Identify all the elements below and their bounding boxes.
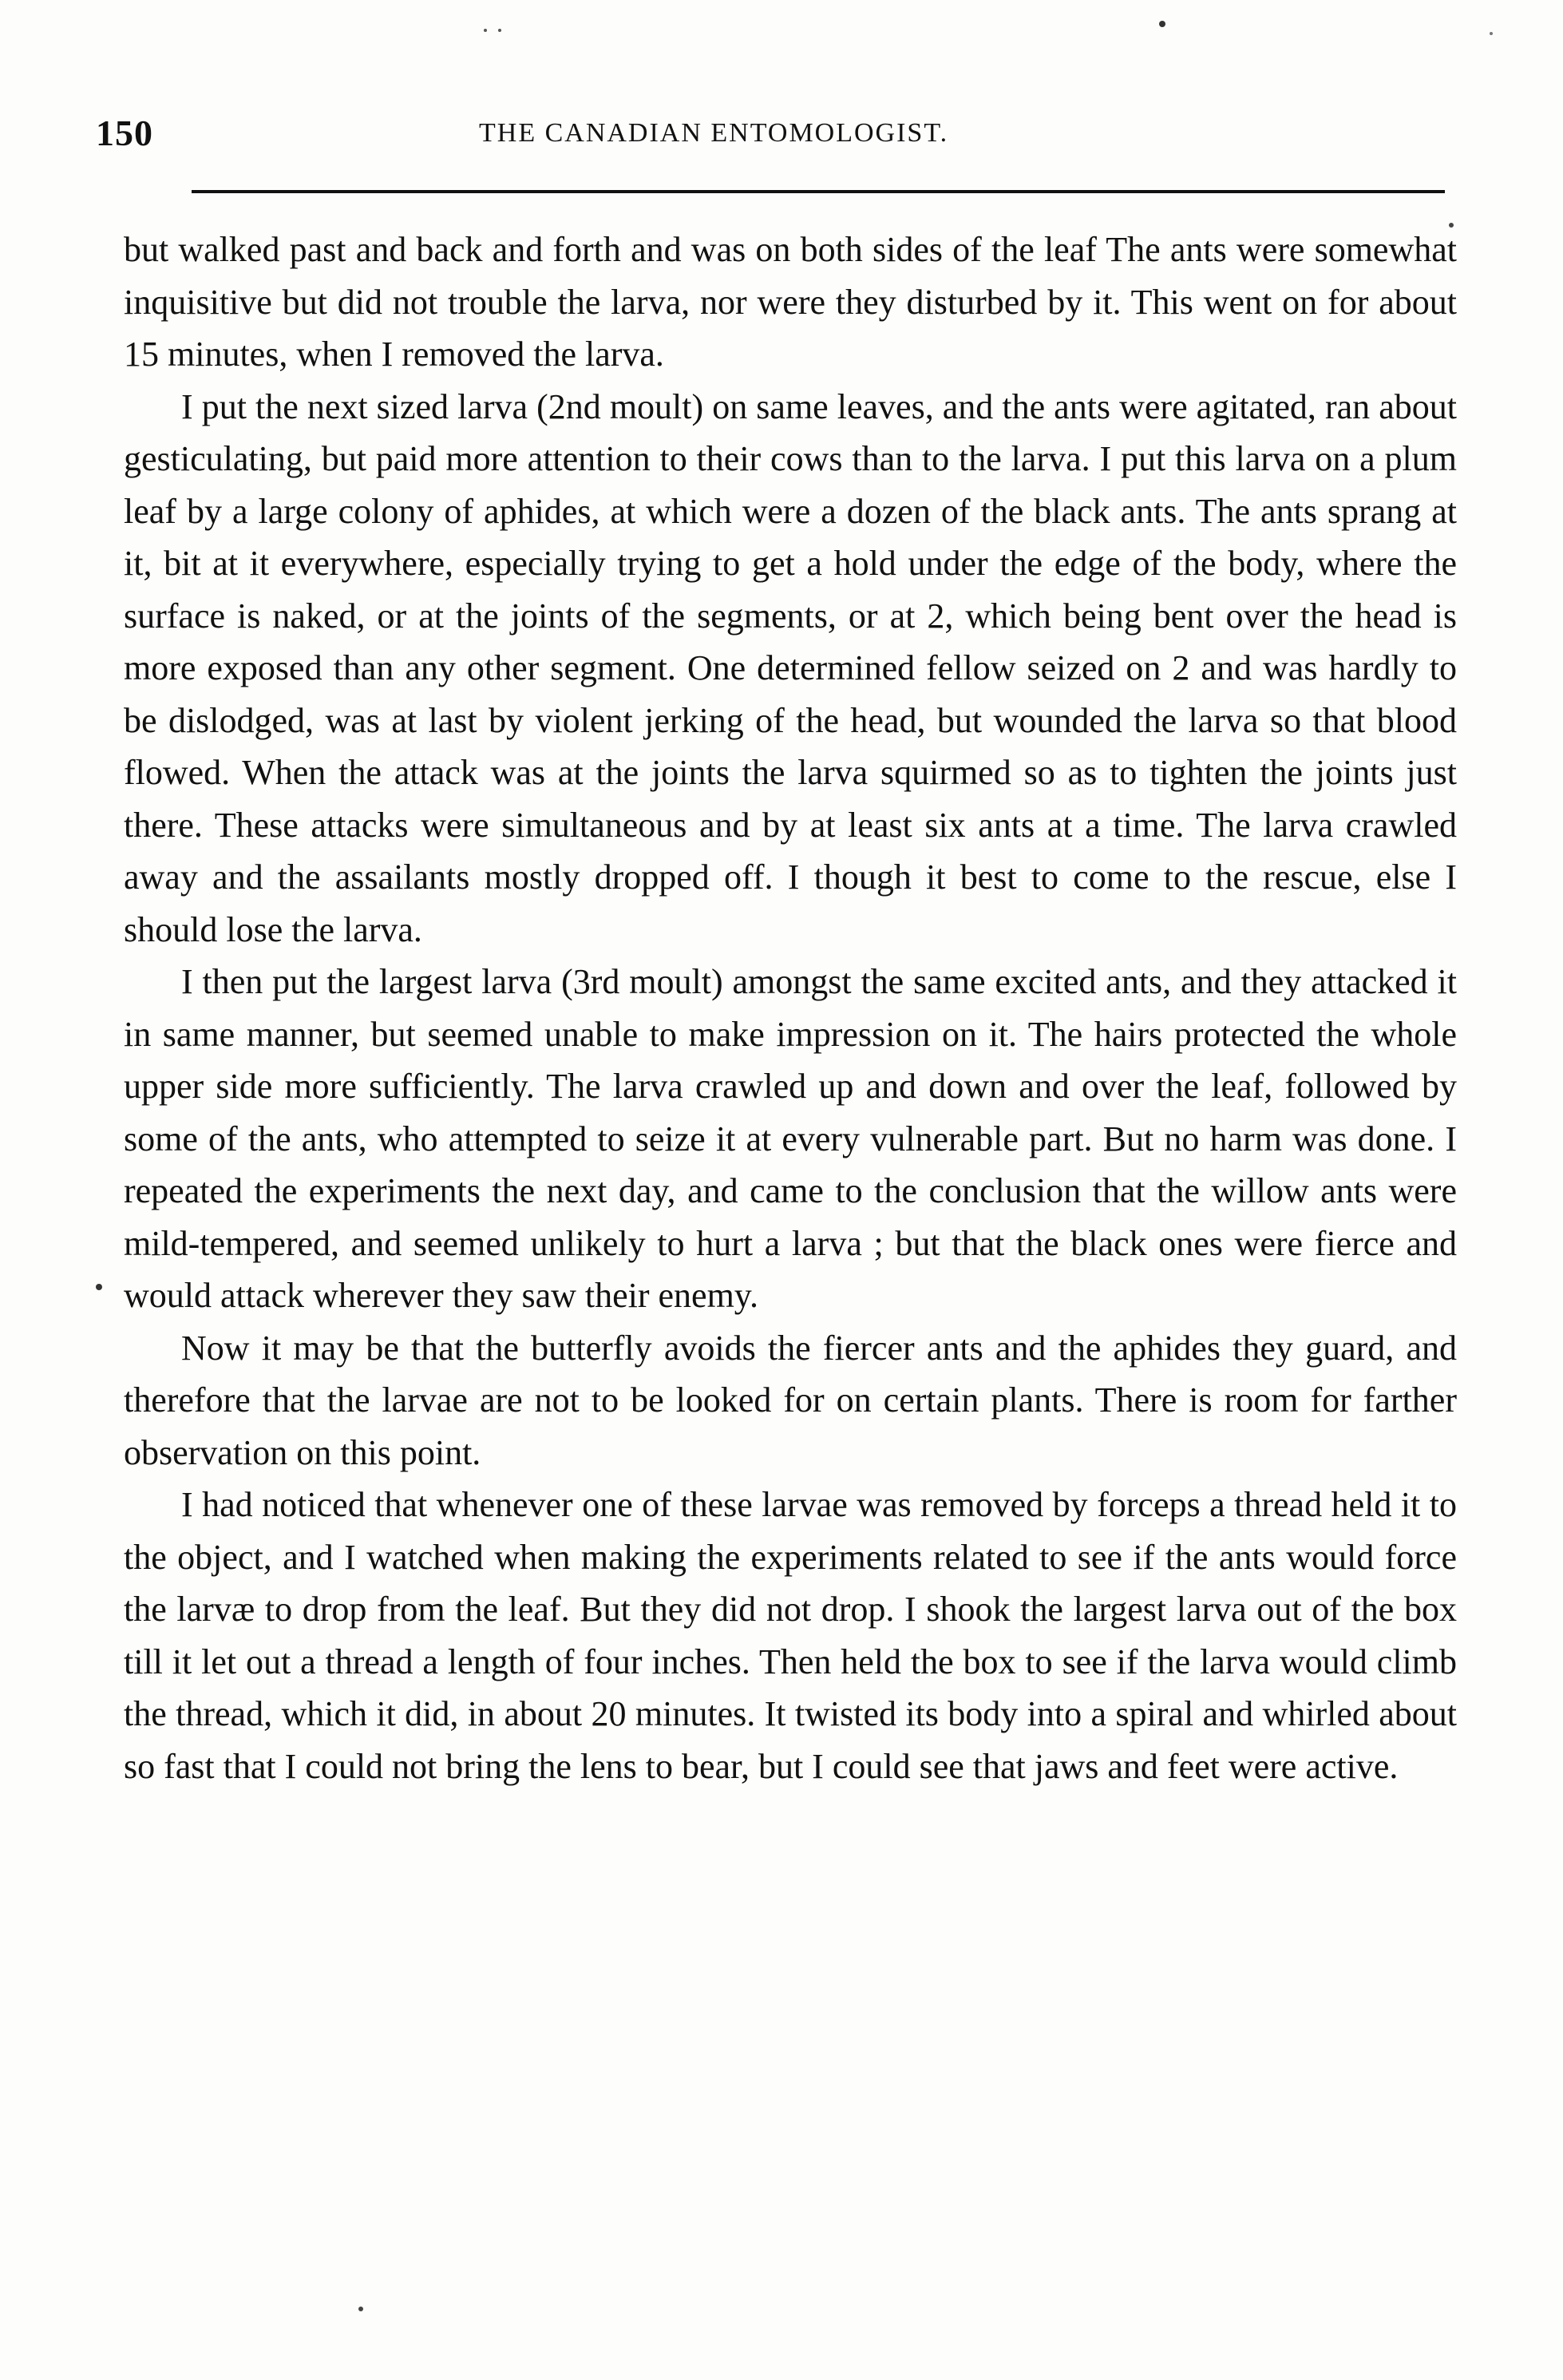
speck <box>358 2307 363 2311</box>
speck <box>484 29 487 32</box>
running-title: THE CANADIAN ENTOMOLOGIST. <box>479 118 949 148</box>
header-rule <box>192 190 1445 193</box>
speck <box>1490 32 1493 35</box>
body-text <box>124 224 1457 1792</box>
paragraph-2: I put the next sized larva (2nd moult) on same leaves, and the ants were agitated, ran about gesticulating, but paid more attention to their cows than to the larva. I put this larva on a plum leaf by a large colony of aphides, at which were a dozen of the black ants. The ants sprang at it, bit at it everywhere, especially trying to get a hold under the edge of the body, where the surface is naked, or at the joints of the segments, or at 2, which being bent over the head is more exposed than any other segment. One determined fellow seized on 2 and was hardly to be dislodged, was at last by violent jerking of the head, but wounded the larva so that blood flowed. When the attack was at the joints the larva squirmed so as to tighten the joints just there. These attacks were simultaneous and by at least six ants at a time. The larva crawled away and the assailants mostly dropped off. I though it best to come to the rescue, else I should lose the larva. <box>124 386 1457 949</box>
paragraph-1: but walked past and back and forth and was on both sides of the leaf The ants were somewhat inquisitive but did not trouble the larva, nor were they disturbed by it. This went on for about 15 minutes, when I removed the larva. <box>124 230 1457 374</box>
page-number: 150 <box>96 113 153 153</box>
speck <box>1159 21 1165 27</box>
page-header <box>96 112 1453 168</box>
speck <box>96 1284 102 1290</box>
paragraph-3: I then put the largest larva (3rd moult) amongst the same excited ants, and they attacked it in same manner, but seemed unable to make impression on it. The hairs protected the whole upper side more sufficiently. The larva crawled up and down and over the leaf, followed by some of the ants, who attempted to seize it at every vulnerable part. But no harm was done. I repeated the experiments the next day, and came to the conclusion that the willow ants were mild-tempered, and seemed unlikely to hurt a larva ; but that the black ones were fierce and would attack wherever they saw their enemy. <box>124 962 1457 1315</box>
paragraph-5: I had noticed that whenever one of these larvae was removed by forceps a thread held it to the object, and I watched when making the experiments related to see if the ants would force the larvæ to drop from the leaf. But they did not drop. I shook the largest larva out of the box till it let out a thread a length of four inches. Then held the box to see if the larva would climb the thread, which it did, in about 20 minutes. It twisted its body into a spiral and whirled about so fast that I could not bring the lens to bear, but I could see that jaws and feet were active. <box>124 1485 1457 1786</box>
speck <box>498 29 501 32</box>
paragraph-4: Now it may be that the butterfly avoids the fiercer ants and the aphides they guard, and therefore that the larvae are not to be looked for on certain plants. There is room for farther observation on this point. <box>124 1328 1457 1472</box>
